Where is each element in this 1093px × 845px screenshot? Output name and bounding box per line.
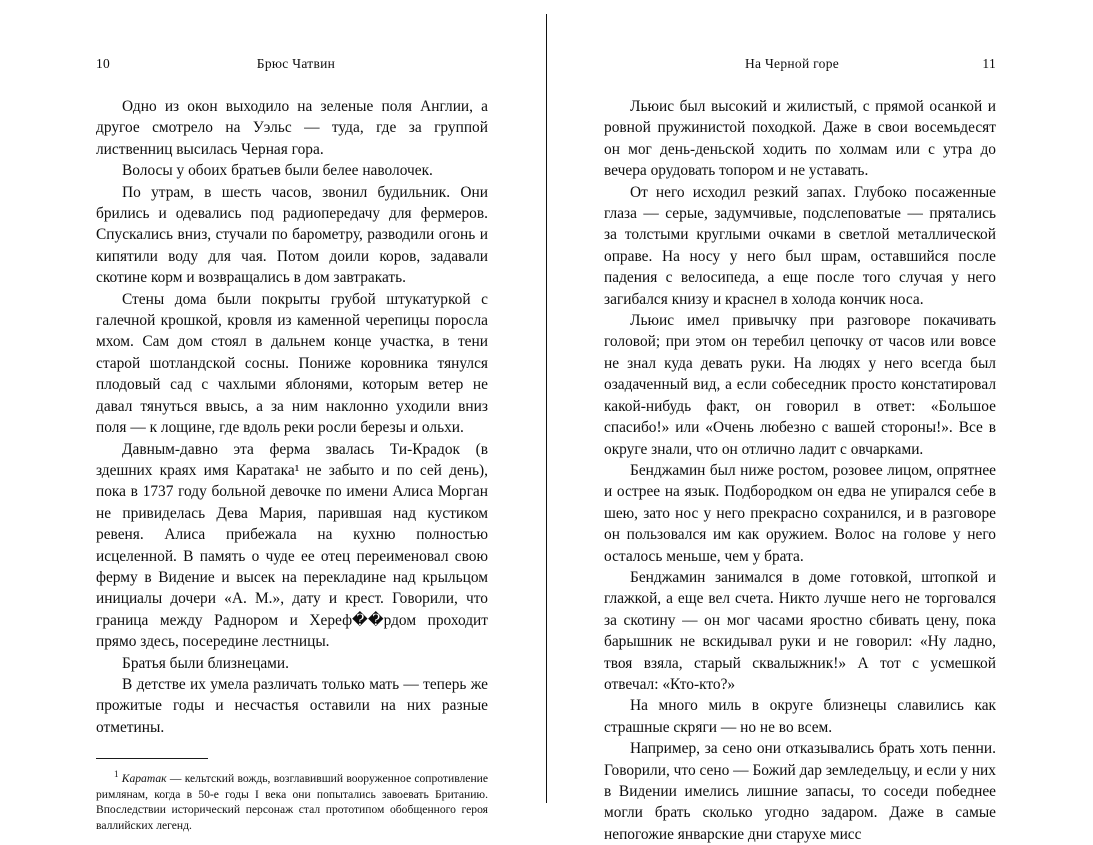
footnote-marker: 1	[114, 769, 119, 780]
paragraph: На много миль в округе близнецы славились как страшные скряги — но не во всем.	[604, 697, 996, 736]
paragraph: Стены дома были покрыты грубой штукатуркой с галечной крошкой, кровля из каменной черепицы поросла мхом. Сам дом стоял в дальнем конце участка, в тени старой шотландской сосны. Пониже коровника тянулся плодовый сад с чахлыми яблонями, которым ветер не давал тянуться ввысь, а за ним наклонно уходили вниз поля — к лощине, где вдоль реки росли березы и ольхи.	[96, 290, 488, 437]
footnote-text	[96, 767, 488, 833]
right-running-head-title: На Черной горе	[744, 56, 840, 71]
paragraph: Льюис был высокий и жилистый, с прямой осанкой и ровной пружинистой походкой. Даже в свои восемьдесят он мог день-деньской ходить по холмам или с утра до вечера орудовать топором и не уставать.	[604, 98, 996, 180]
right-folio-number: 11	[982, 56, 996, 71]
left-running-head-title: Брюс Чатвин	[256, 56, 336, 71]
footnote-body: — кельтский вождь, возглавивший вооруженное сопротивление римлянам, когда в 50-е годы I века они попытались завоевать Британию. Впоследствии исторический персонаж стал прототипом обобщенного героя валлийских легенд.	[96, 772, 489, 832]
left-text-column	[96, 96, 488, 833]
left-running-head	[96, 56, 488, 74]
paragraph: Бенджамин был ниже ростом, розовее лицом, опрятнее и острее на язык. Подбородком он едва не упирался себе в шею, зато нос у него прекрасно сохранился, и в разговоре он пользовался им как оружием. Волос на голове у него осталось меньше, чем у брата.	[604, 461, 996, 565]
right-running-head	[604, 56, 996, 74]
paragraph: От него исходил резкий запах. Глубоко посаженные глаза — серые, задумчивые, подслеповатые — прятались за толстыми круглыми очками в светлой металлической оправе. На носу у него был шрам, оставшийся после падения с велосипеда, а еще после того случая у него загибался книзу и краснел в холода кончик носа.	[604, 183, 996, 308]
right-text-column	[604, 96, 996, 845]
paragraph: Льюис имел привычку при разговоре покачивать головой; при этом он теребил цепочку от часов или вовсе не знал куда девать руки. На людях у него всегда был озадаченный вид, а если собеседник просто констатировал какой-нибудь факт, он говорил в ответ: «Большое спасибо!» или «Очень любезно с вашей стороны!». Все в округе знали, что он отлично ладит с овчарками.	[604, 312, 996, 458]
right-page	[546, 0, 1092, 843]
paragraph: Братья были близнецами.	[122, 654, 289, 672]
footnote-block	[96, 758, 488, 833]
footnote-term: Каратак	[121, 772, 167, 786]
footnote-rule	[96, 758, 208, 759]
paragraph: Волосы у обоих братьев были белее наволочек.	[122, 162, 433, 180]
paragraph: Бенджамин занимался в доме готовкой, штопкой и глажкой, а еще вел счета. Никто лучше него не торговался за скотину — он мог часами яростно сбивать цену, пока барышник не вскидывал руки и не говорил: «Ну ладно, твоя взяла, старый сквалыжник!» А тот с усмешкой отвечал: «Кто-кто?»	[604, 568, 996, 693]
paragraph: В детстве их умела различать только мать — теперь же прожитые годы и несчастья оставили на них разные отметины.	[96, 675, 488, 736]
paragraph: Одно из окон выходило на зеленые поля Англии, а другое смотрело на Уэльс — туда, где за группой лиственниц высилась Черная гора.	[96, 98, 488, 158]
paragraph: Давным-давно эта ферма звалась Ти-Крадок (в здешних краях имя Каратака¹ не забыто и по сей день), пока в 1737 году больной девочке по имени Алиса Морган не привиделась Дева Мария, парившая над кустиком ревеня. Алиса прибежала на кухню полностью исцеленной. В память о чуде ее отец переименовал свою ферму в Видение и высек на перекладине над крыльцом инициалы дочери «А. М.», дату и крест. Говорили, что граница между Раднором и Хереф��рдом проходит прямо здесь, посередине лестницы.	[96, 440, 488, 651]
left-folio-number: 10	[96, 56, 111, 71]
paragraph: Например, за сено они отказывались брать хоть пенни. Говорили, что сено — Божий дар земледельцу, и если у них в Видении имелись лишние запасы, то соседи победнее могли брать сколько угодно задаром. Даже в самые непогожие январские дни старухе мисс	[604, 740, 996, 843]
left-page	[0, 0, 546, 832]
paragraph: По утрам, в шесть часов, звонил будильник. Они брились и одевались под радиопередачу для фермеров. Спускались вниз, стучали по барометру, разводили огонь и кипятили воду для чая. Потом доили коров, задавали скотине корм и возвращались в дом завтракать.	[96, 183, 488, 287]
